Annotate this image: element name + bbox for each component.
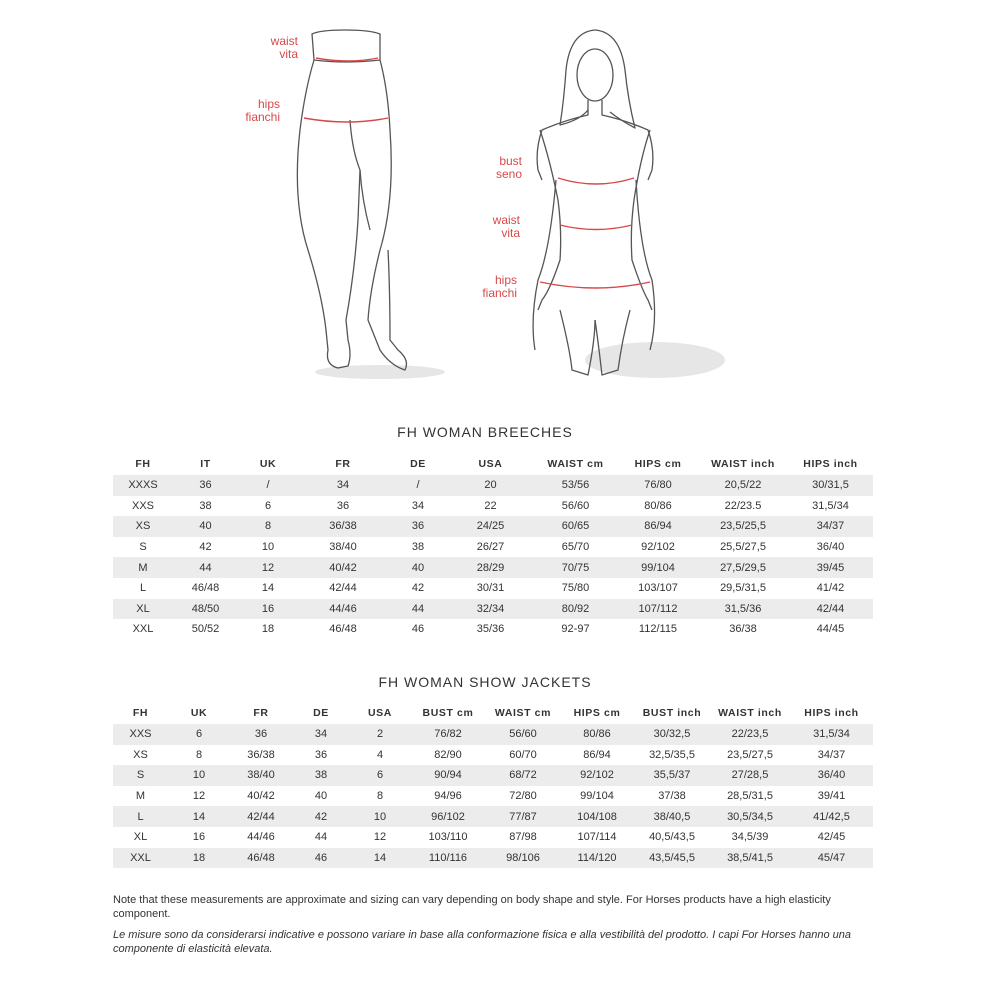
table-cell: 42/45 xyxy=(790,827,873,848)
table-cell: 40/42 xyxy=(230,786,292,807)
table-cell: 8 xyxy=(350,786,410,807)
table-cell: 30/31 xyxy=(448,578,533,599)
jacket-figure xyxy=(480,20,730,390)
table-cell: 36 xyxy=(230,724,292,745)
table-row xyxy=(113,537,873,558)
table-cell: 34,5/39 xyxy=(710,827,790,848)
table-cell: 36/38 xyxy=(230,745,292,766)
table-cell: 44 xyxy=(292,827,350,848)
column-header: UK xyxy=(190,707,208,719)
breeches-size-table xyxy=(113,453,873,640)
column-header: BUST inch xyxy=(642,707,702,719)
table-cell: 75/80 xyxy=(533,578,618,599)
table-cell: 18 xyxy=(238,619,298,640)
label-text: vita xyxy=(279,47,298,61)
column-header: WAIST cm xyxy=(547,458,604,470)
column-header: USA xyxy=(368,707,392,719)
table-cell: 56/60 xyxy=(486,724,560,745)
table-cell: 77/87 xyxy=(486,806,560,827)
table-cell: 107/114 xyxy=(560,827,634,848)
table-cell: 37/38 xyxy=(634,786,710,807)
table-cell: 34 xyxy=(388,496,448,517)
table-cell: 36/40 xyxy=(790,765,873,786)
table-cell: 34 xyxy=(292,724,350,745)
table-cell: XL xyxy=(113,599,173,620)
column-header: BUST cm xyxy=(422,707,474,719)
label-text: waist xyxy=(492,213,520,227)
table-cell: 90/94 xyxy=(410,765,486,786)
table-cell: 39/41 xyxy=(790,786,873,807)
table-cell: 45/47 xyxy=(790,848,873,869)
table-cell: 76/80 xyxy=(618,475,698,496)
table-cell: 42/44 xyxy=(230,806,292,827)
table-cell: 30/31,5 xyxy=(788,475,873,496)
table-cell: 29,5/31,5 xyxy=(698,578,788,599)
table-cell: 39/45 xyxy=(788,557,873,578)
table-cell: 20 xyxy=(448,475,533,496)
table-cell: 6 xyxy=(350,765,410,786)
table-cell: 6 xyxy=(168,724,230,745)
table-cell: 92-97 xyxy=(533,619,618,640)
table-cell: XS xyxy=(113,745,168,766)
table-cell: 22/23,5 xyxy=(710,724,790,745)
table-cell: 99/104 xyxy=(618,557,698,578)
table-cell: 12 xyxy=(350,827,410,848)
table-cell: 40 xyxy=(173,516,238,537)
label-text: hips xyxy=(494,273,517,287)
table-cell: 80/86 xyxy=(618,496,698,517)
table-cell: 38 xyxy=(292,765,350,786)
table-row xyxy=(113,848,873,869)
table-cell: 40 xyxy=(388,557,448,578)
table-cell: 94/96 xyxy=(410,786,486,807)
table-cell: L xyxy=(113,578,173,599)
table-cell: 28,5/31,5 xyxy=(710,786,790,807)
table-cell: / xyxy=(388,475,448,496)
table-cell: 23,5/27,5 xyxy=(710,745,790,766)
table-cell: 14 xyxy=(238,578,298,599)
table-cell: S xyxy=(113,537,173,558)
table-cell: 36/40 xyxy=(788,537,873,558)
table-cell: 42/44 xyxy=(788,599,873,620)
table-cell: 42/44 xyxy=(298,578,388,599)
table-cell: XXS xyxy=(113,496,173,517)
table-cell: 30/32,5 xyxy=(634,724,710,745)
table-cell: 80/86 xyxy=(560,724,634,745)
table-cell: 114/120 xyxy=(560,848,634,869)
table-row xyxy=(113,516,873,537)
breeches-hips-label xyxy=(200,98,280,124)
table-row xyxy=(113,599,873,620)
table-cell: 12 xyxy=(238,557,298,578)
table-cell: 110/116 xyxy=(410,848,486,869)
table-cell: 43,5/45,5 xyxy=(634,848,710,869)
table-cell: 36 xyxy=(298,496,388,517)
table-cell: S xyxy=(113,765,168,786)
table-cell: 99/104 xyxy=(560,786,634,807)
table-cell: 14 xyxy=(168,806,230,827)
table-cell: 35,5/37 xyxy=(634,765,710,786)
table-row xyxy=(113,765,873,786)
table-cell: L xyxy=(113,806,168,827)
table-cell: 44 xyxy=(173,557,238,578)
column-header: FR xyxy=(335,458,351,470)
column-header: FH xyxy=(132,707,149,719)
table-cell: 31,5/36 xyxy=(698,599,788,620)
table-cell: XXXS xyxy=(113,475,173,496)
table-cell: 18 xyxy=(168,848,230,869)
table-cell: 104/108 xyxy=(560,806,634,827)
table-cell: 27/28,5 xyxy=(710,765,790,786)
table-cell: 38 xyxy=(173,496,238,517)
table-cell: 40/42 xyxy=(298,557,388,578)
table-cell: 42 xyxy=(173,537,238,558)
column-header: HIPS inch xyxy=(803,458,858,470)
column-header: HIPS cm xyxy=(573,707,621,719)
table-row xyxy=(113,827,873,848)
table-cell: 32,5/35,5 xyxy=(634,745,710,766)
table-cell: 24/25 xyxy=(448,516,533,537)
column-header: WAIST inch xyxy=(718,707,782,719)
table-row xyxy=(113,786,873,807)
table-cell: 6 xyxy=(238,496,298,517)
table-row xyxy=(113,806,873,827)
table-row xyxy=(113,475,873,496)
table-cell: 107/112 xyxy=(618,599,698,620)
table-cell: 12 xyxy=(168,786,230,807)
table-cell: M xyxy=(113,557,173,578)
column-header: FH xyxy=(135,458,151,470)
table-cell: 44/45 xyxy=(788,619,873,640)
table-cell: 60/70 xyxy=(486,745,560,766)
label-text: bust xyxy=(499,154,522,168)
table-cell: 14 xyxy=(350,848,410,869)
table-cell: / xyxy=(238,475,298,496)
table-cell: XL xyxy=(113,827,168,848)
table-cell: 40,5/43,5 xyxy=(634,827,710,848)
table-cell: 31,5/34 xyxy=(790,724,873,745)
table-cell: 46/48 xyxy=(173,578,238,599)
table-cell: 22/23.5 xyxy=(698,496,788,517)
jackets-table-title: FH WOMAN SHOW JACKETS xyxy=(378,674,592,690)
table-cell: 103/107 xyxy=(618,578,698,599)
table-cell: 35/36 xyxy=(448,619,533,640)
table-cell: 46 xyxy=(388,619,448,640)
column-header: USA xyxy=(478,458,503,470)
breeches-table-title: FH WOMAN BREECHES xyxy=(397,424,573,440)
table-cell: 2 xyxy=(350,724,410,745)
table-cell: XS xyxy=(113,516,173,537)
jackets-header-row xyxy=(113,702,873,724)
label-text: vita xyxy=(501,226,520,240)
table-cell: 56/60 xyxy=(533,496,618,517)
table-cell: 27,5/29,5 xyxy=(698,557,788,578)
label-text: fianchi xyxy=(482,286,517,300)
table-cell: 72/80 xyxy=(486,786,560,807)
table-cell: 36/38 xyxy=(698,619,788,640)
column-header: FR xyxy=(253,707,269,719)
table-row xyxy=(113,496,873,517)
table-cell: 36/38 xyxy=(298,516,388,537)
table-cell: 86/94 xyxy=(618,516,698,537)
table-cell: 92/102 xyxy=(560,765,634,786)
column-header: WAIST cm xyxy=(494,707,552,719)
column-header: WAIST inch xyxy=(711,458,775,470)
table-cell: XXL xyxy=(113,848,168,869)
table-cell: 60/65 xyxy=(533,516,618,537)
table-cell: 42 xyxy=(292,806,350,827)
jacket-illustration xyxy=(480,20,730,390)
table-cell: 48/50 xyxy=(173,599,238,620)
table-cell: M xyxy=(113,786,168,807)
table-cell: 41/42 xyxy=(788,578,873,599)
breeches-waist-label xyxy=(218,35,298,61)
table-cell: 38/40 xyxy=(230,765,292,786)
table-cell: 8 xyxy=(168,745,230,766)
note-english: Note that these measurements are approximate and sizing can vary depending on body shape and style. For Horses products have a high elasticity component. xyxy=(113,894,831,920)
table-cell: 23,5/25,5 xyxy=(698,516,788,537)
table-cell: 44/46 xyxy=(230,827,292,848)
table-cell: XXS xyxy=(113,724,168,745)
table-row xyxy=(113,745,873,766)
table-row xyxy=(113,724,873,745)
table-cell: 82/90 xyxy=(410,745,486,766)
table-cell: 16 xyxy=(168,827,230,848)
table-cell: 46/48 xyxy=(298,619,388,640)
table-cell: 86/94 xyxy=(560,745,634,766)
table-row xyxy=(113,557,873,578)
table-cell: 36 xyxy=(292,745,350,766)
column-header: UK xyxy=(259,458,277,470)
note-italian: Le misure sono da considerarsi indicative e possono variare in base alla conformazione fisica e alla vestibilità del prodotto. I capi For Horses hanno una componente di elasticità elevata. xyxy=(113,929,852,955)
table-cell: 40 xyxy=(292,786,350,807)
table-cell: 87/98 xyxy=(486,827,560,848)
table-cell: 65/70 xyxy=(533,537,618,558)
column-header: HIPS cm xyxy=(634,458,682,470)
table-cell: 8 xyxy=(238,516,298,537)
label-text: waist xyxy=(270,34,298,48)
table-cell: 44/46 xyxy=(298,599,388,620)
table-cell: 38/40,5 xyxy=(634,806,710,827)
label-text: seno xyxy=(495,167,522,181)
table-cell: 80/92 xyxy=(533,599,618,620)
jackets-size-table xyxy=(113,702,873,868)
table-cell: 41/42,5 xyxy=(790,806,873,827)
column-header: IT xyxy=(200,458,211,470)
table-cell: 112/115 xyxy=(618,619,698,640)
table-cell: 25,5/27,5 xyxy=(698,537,788,558)
table-cell: 32/34 xyxy=(448,599,533,620)
table-cell: 34/37 xyxy=(788,516,873,537)
table-cell: 38,5/41,5 xyxy=(710,848,790,869)
column-header: HIPS inch xyxy=(804,707,859,719)
jacket-hips-label xyxy=(437,274,517,300)
table-cell: 36 xyxy=(173,475,238,496)
table-cell: 70/75 xyxy=(533,557,618,578)
table-cell: 36 xyxy=(388,516,448,537)
breeches-illustration xyxy=(230,20,450,390)
table-cell: 10 xyxy=(350,806,410,827)
column-header: DE xyxy=(313,707,329,719)
table-cell: 20,5/22 xyxy=(698,475,788,496)
table-cell: 42 xyxy=(388,578,448,599)
label-text: hips xyxy=(257,97,280,111)
table-cell: XXL xyxy=(113,619,173,640)
table-cell: 53/56 xyxy=(533,475,618,496)
table-cell: 34/37 xyxy=(790,745,873,766)
table-cell: 22 xyxy=(448,496,533,517)
table-cell: 103/110 xyxy=(410,827,486,848)
table-cell: 76/82 xyxy=(410,724,486,745)
table-cell: 34 xyxy=(298,475,388,496)
column-header: DE xyxy=(410,458,426,470)
table-cell: 4 xyxy=(350,745,410,766)
table-cell: 28/29 xyxy=(448,557,533,578)
table-row xyxy=(113,578,873,599)
table-cell: 46/48 xyxy=(230,848,292,869)
breeches-header-row xyxy=(113,453,873,475)
table-cell: 44 xyxy=(388,599,448,620)
table-cell: 31,5/34 xyxy=(788,496,873,517)
table-cell: 16 xyxy=(238,599,298,620)
table-cell: 30,5/34,5 xyxy=(710,806,790,827)
jacket-waist-label xyxy=(440,214,520,240)
table-row xyxy=(113,619,873,640)
table-cell: 92/102 xyxy=(618,537,698,558)
table-cell: 38 xyxy=(388,537,448,558)
table-cell: 10 xyxy=(168,765,230,786)
table-cell: 50/52 xyxy=(173,619,238,640)
jacket-bust-label xyxy=(442,155,522,181)
table-cell: 98/106 xyxy=(486,848,560,869)
breeches-figure xyxy=(230,20,450,390)
label-text: fianchi xyxy=(245,110,280,124)
table-cell: 10 xyxy=(238,537,298,558)
table-cell: 96/102 xyxy=(410,806,486,827)
table-cell: 26/27 xyxy=(448,537,533,558)
table-cell: 38/40 xyxy=(298,537,388,558)
table-cell: 46 xyxy=(292,848,350,869)
table-cell: 68/72 xyxy=(486,765,560,786)
